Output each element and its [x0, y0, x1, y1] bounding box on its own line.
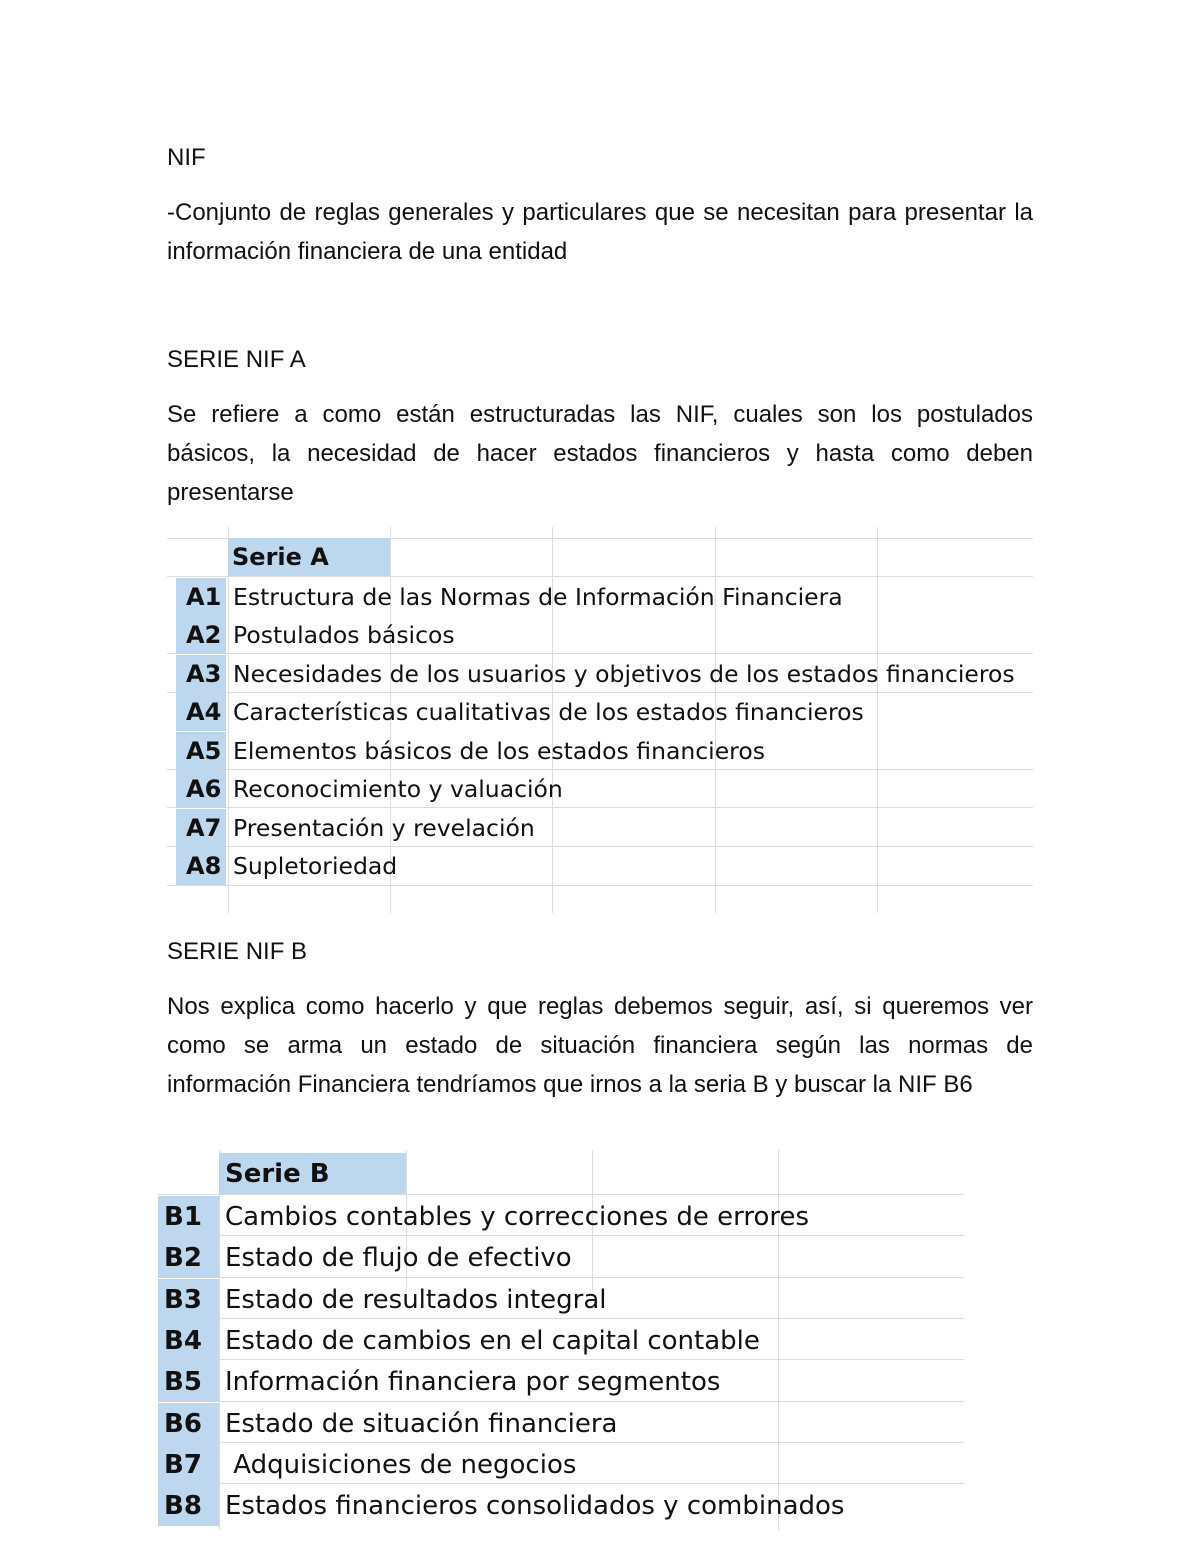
row-code: B7: [158, 1444, 219, 1485]
row-code: B8: [158, 1485, 219, 1526]
grid-line: [158, 1194, 964, 1195]
row-label: Estado de cambios en el capital contable: [225, 1325, 760, 1356]
row-code: B1: [158, 1196, 219, 1237]
grid-line: [167, 885, 1033, 886]
row-label: Estado de resultados integral: [225, 1284, 607, 1315]
row-label: Reconocimiento y valuación: [233, 775, 563, 803]
grid-line: [219, 1150, 220, 1530]
row-code: A7: [176, 809, 226, 847]
table-header: Serie A: [228, 538, 390, 576]
nif-title: NIF: [167, 144, 206, 171]
serie-b-table: [158, 1150, 964, 1530]
nif-definition: -Conjunto de reglas generales y particulares que se necesitan para presentar la información financiera de una entidad: [167, 199, 1033, 265]
table-header: Serie B: [219, 1153, 406, 1194]
row-label: Estado de situación financiera: [225, 1408, 618, 1439]
row-code: A4: [176, 693, 226, 731]
row-label: Postulados básicos: [233, 621, 455, 649]
grid-line: [877, 527, 878, 913]
serie-a-table: [167, 527, 1033, 913]
row-label: Estados financieros consolidados y combinados: [225, 1490, 845, 1521]
serie-a-description: Se refiere a como están estructuradas las NIF, cuales son los postulados básicos, la necesidad de hacer estados financieros y hasta como deben presentarse: [167, 401, 1033, 506]
row-label: Estructura de las Normas de Información Financiera: [233, 583, 843, 611]
row-code: A3: [176, 655, 226, 693]
row-code: A6: [176, 770, 226, 808]
row-code: A8: [176, 847, 226, 885]
row-label: Supletoriedad: [233, 852, 398, 880]
row-code: B5: [158, 1361, 219, 1402]
row-label: Cambios contables y correcciones de errores: [225, 1201, 810, 1232]
row-label: Presentación y revelación: [233, 814, 535, 842]
row-label: Elementos básicos de los estados financieros: [233, 737, 765, 765]
row-code: B6: [158, 1403, 219, 1444]
row-label: Necesidades de los usuarios y objetivos de los estados financieros: [233, 660, 1015, 688]
row-label: Información financiera por segmentos: [225, 1366, 721, 1397]
grid-line: [228, 527, 229, 913]
serie-b-heading: SERIE NIF B: [167, 938, 308, 965]
row-label: Estado de flujo de efectivo: [225, 1242, 572, 1273]
row-code: A1: [176, 578, 226, 616]
serie-a-heading: SERIE NIF A: [167, 346, 306, 373]
row-code: B2: [158, 1237, 219, 1278]
grid-line: [167, 576, 1033, 577]
row-label: Características cualitativas de los estados financieros: [233, 698, 864, 726]
row-code: A2: [176, 616, 226, 654]
row-label: Adquisiciones de negocios: [225, 1449, 577, 1480]
row-code: B3: [158, 1279, 219, 1320]
row-code: B4: [158, 1320, 219, 1361]
row-code: A5: [176, 732, 226, 770]
serie-b-description: Nos explica como hacerlo y que reglas debemos seguir, así, si queremos ver como se arma un estado de situación financiera según las normas de información Financiera tendríamos que irnos a la seria B y buscar la NIF B6: [167, 993, 1033, 1098]
